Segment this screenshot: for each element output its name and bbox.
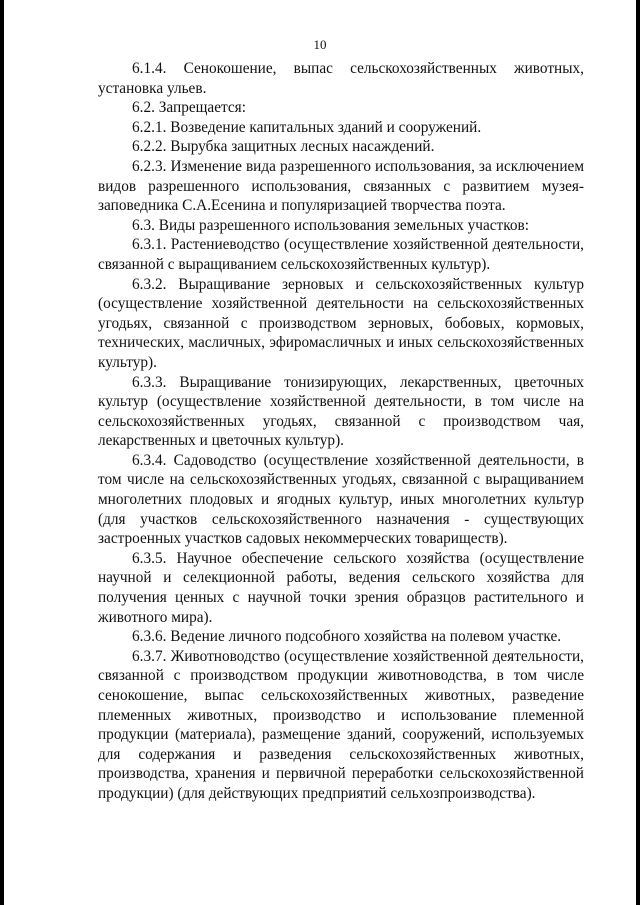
paragraph-6-3-1: 6.3.1. Растениеводство (осуществление хозяйственной деятельности, связанной с выращиванием сельскохозяйственных культур). <box>98 236 584 273</box>
scan-edge-left <box>0 0 4 905</box>
paragraph-6-3-7: 6.3.7. Животноводство (осуществление хозяйственной деятельности, связанной с производством продукции животноводства, в том числе сенокошение, выпас сельскохозяйственных животных, разведение племенных животных, производство и использование племенной продукции (материала), размещение зданий, сооружений, используемых для содержания и разведения сельскохозяйственных животных, производства, хранения и первичной переработки сельскохозяйственной продукции) (для действующих предприятий сельхозпроизводства). <box>98 647 584 802</box>
paragraph-6-1-4: 6.1.4. Сенокошение, выпас сельскохозяйственных животных, установка ульев. <box>98 60 584 97</box>
paragraph-6-3-3: 6.3.3. Выращивание тонизирующих, лекарственных, цветочных культур (осуществление хозяйственной деятельности, в том числе на сельскохозяйственных угодьях, связанной с производством чая, лекарственных и цветочных культур). <box>98 373 584 450</box>
paragraph-6-2-3: 6.2.3. Изменение вида разрешенного использования, за исключением видов разрешенного использования, связанных с развитием музея-заповедника С.А.Есенина и популяризацией творчества поэта. <box>98 157 584 215</box>
paragraph-6-3: 6.3. Виды разрешенного использования земельных участков: <box>132 216 530 234</box>
scan-edge-right <box>636 0 640 905</box>
paragraph-6-3-2: 6.3.2. Выращивание зерновых и сельскохозяйственных культур (осуществление хозяйственной деятельности на сельскохозяйственных угодьях, связанной с производством зерновых, бобовых, кормовых, технических, масличных, эфиромасличных и иных сельскохозяйственных культур). <box>98 275 584 371</box>
paragraph-6-2: 6.2. Запрещается: <box>132 99 246 117</box>
paragraph-6-3-4: 6.3.4. Садоводство (осуществление хозяйственной деятельности, в том числе на сельскохозяйственных угодьях, связанной с выращиванием многолетних плодовых и ягодных культур, иных многолетних культур (для участков сельскохозяйственного назначения - существующих застроенных участков садовых некоммерческих товариществ). <box>98 451 584 548</box>
page-number: 10 <box>313 37 327 52</box>
paragraph-6-2-1: 6.2.1. Возведение капитальных зданий и сооружений. <box>132 118 482 136</box>
document-body <box>98 59 584 804</box>
paragraph-6-3-6: 6.3.6. Ведение личного подсобного хозяйства на полевом участке. <box>132 628 562 646</box>
paragraph-6-2-2: 6.2.2. Вырубка защитных лесных насаждений. <box>132 138 435 156</box>
paragraph-6-3-5: 6.3.5. Научное обеспечение сельского хозяйства (осуществление научной и селекционной работы, ведения сельского хозяйства для получения ценных с научной точки зрения образцов растительного и животного мира). <box>98 549 584 626</box>
